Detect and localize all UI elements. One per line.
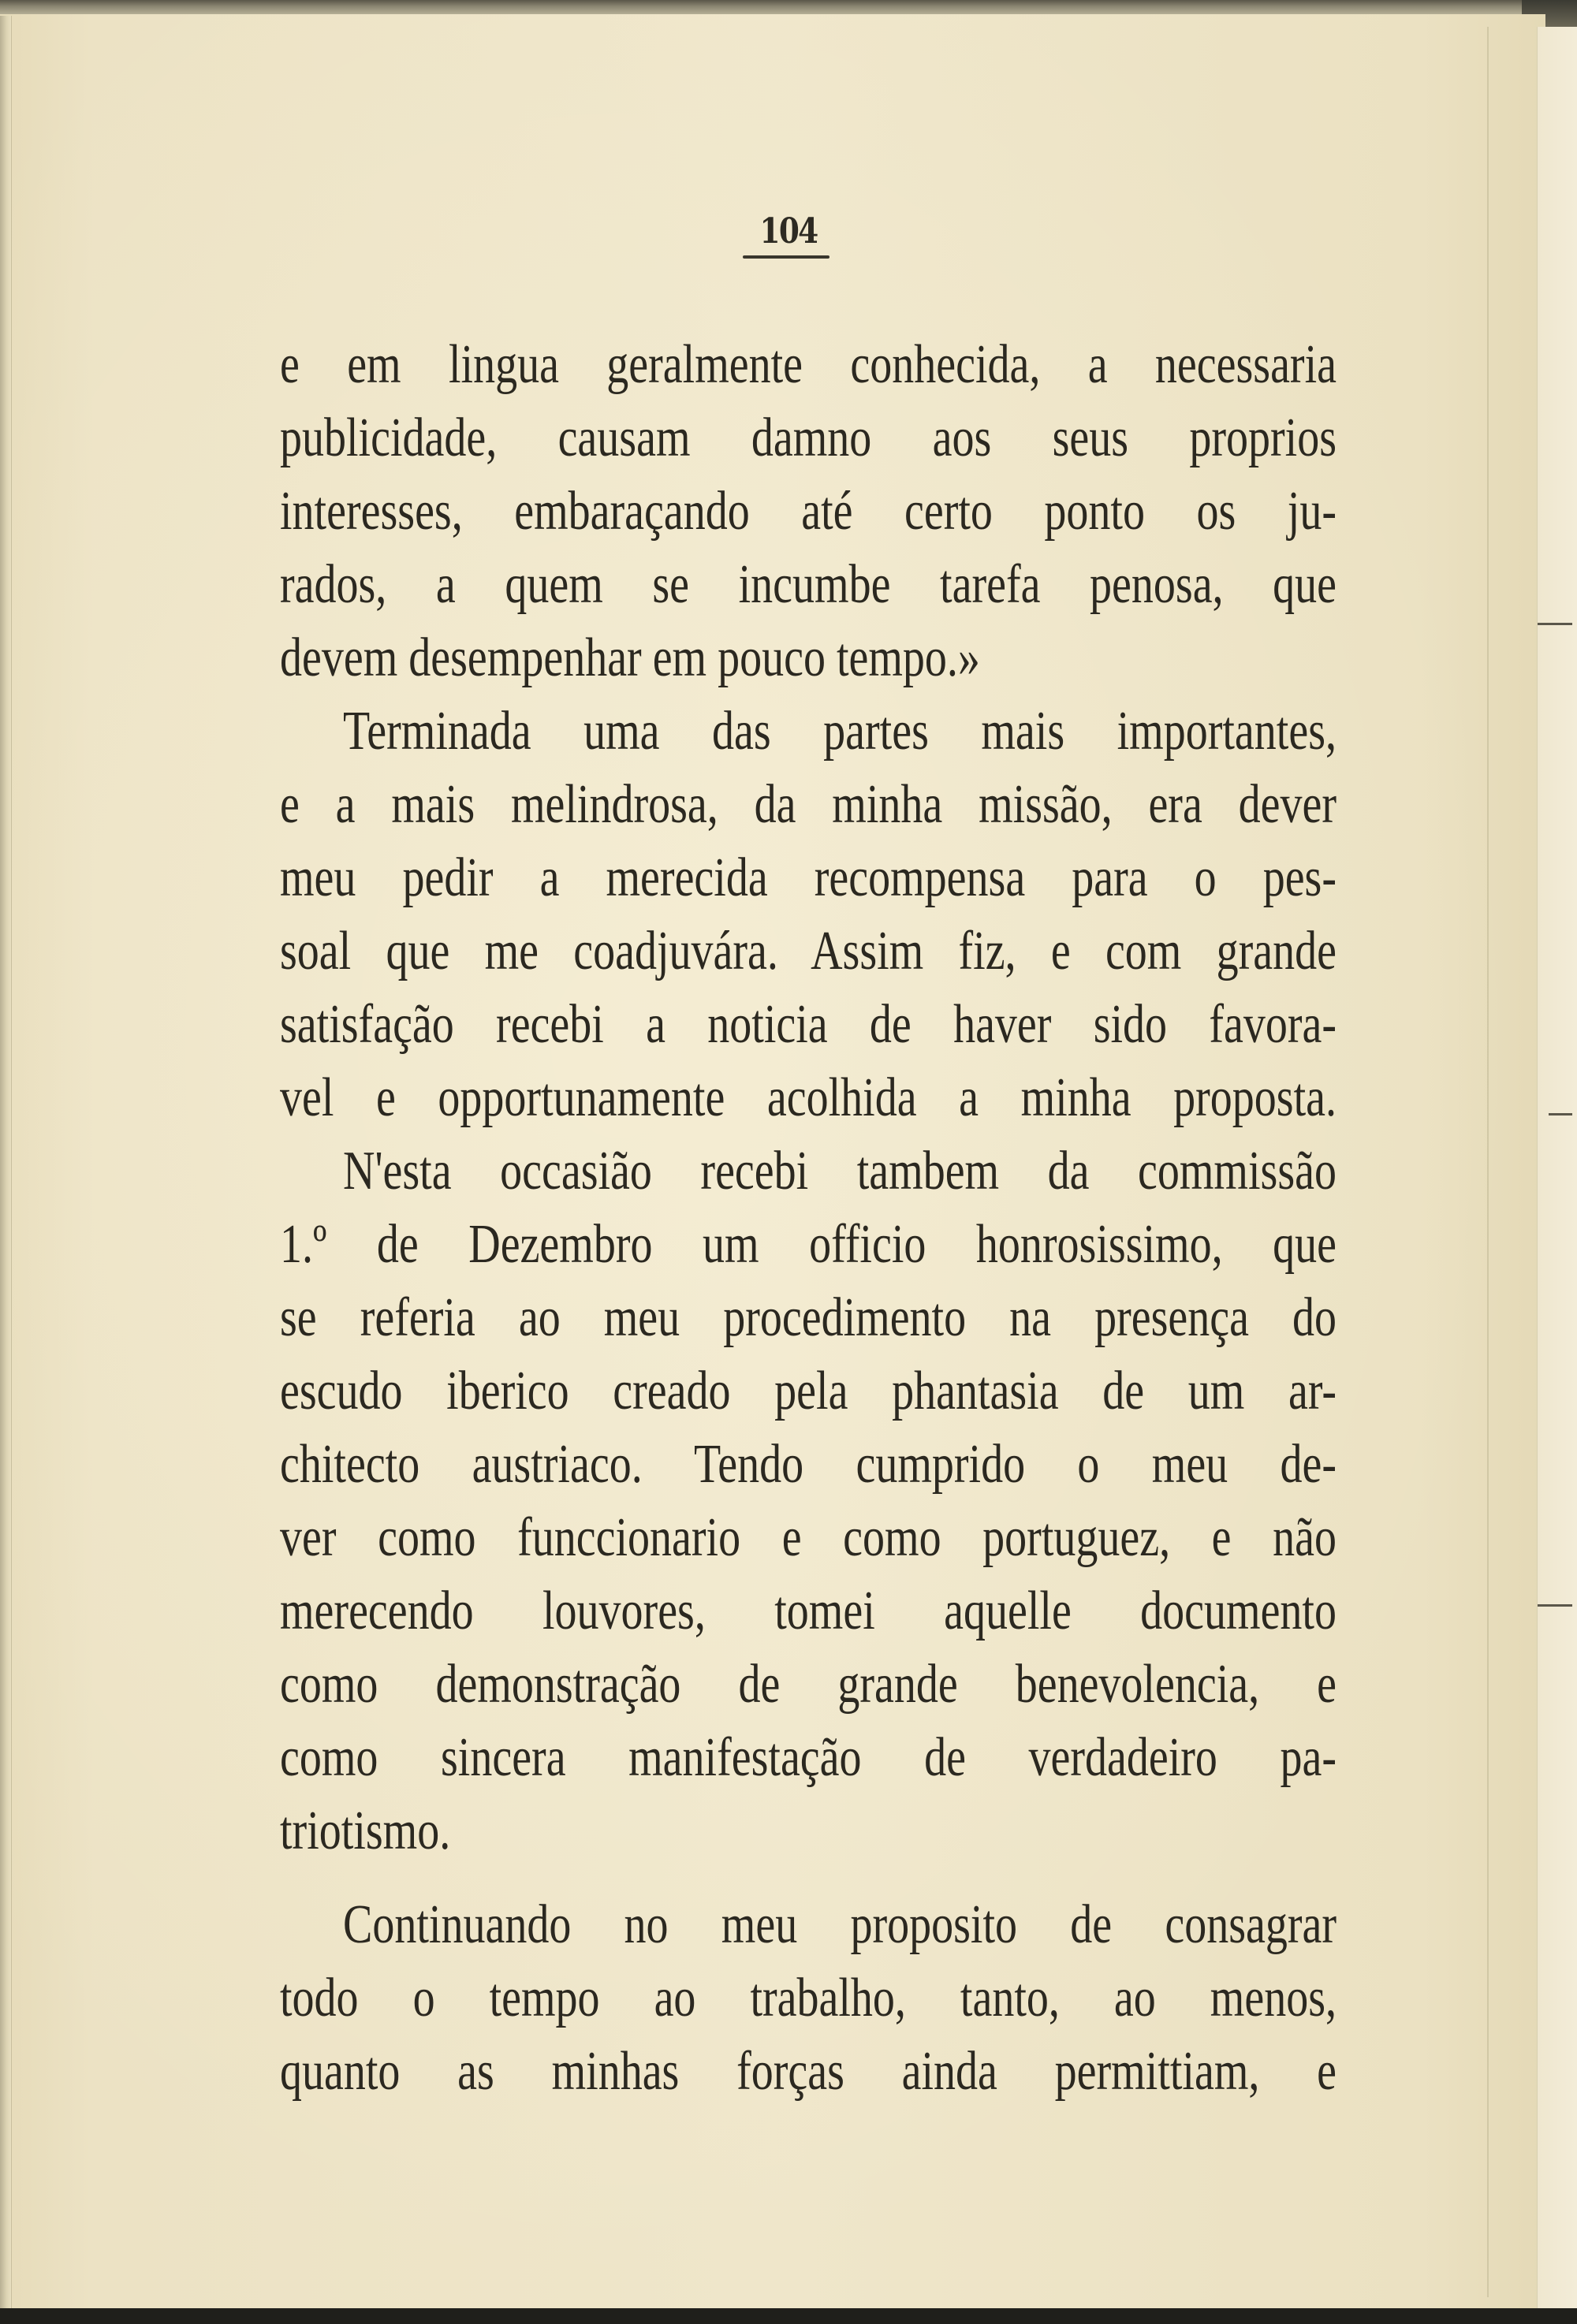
- text-line: quanto as minhas forças ainda permittiam, e: [280, 2041, 1337, 2102]
- page-number: 104: [759, 211, 818, 251]
- text-line: satisfação recebi a noticia de haver sido favora-: [280, 994, 1337, 1055]
- paragraph: [280, 328, 1337, 695]
- paragraph: [280, 1888, 1337, 2108]
- text-line: escudo iberico creado pela phantasia de um ar-: [280, 1361, 1337, 1421]
- text-line: meu pedir a merecida recompensa para o pes-: [280, 847, 1337, 908]
- text-line: todo o tempo ao trabalho, tanto, ao menos,: [280, 1968, 1337, 2028]
- text-line: e a mais melindrosa, da minha missão, era dever: [280, 774, 1337, 835]
- book-left-edge: [0, 16, 12, 2310]
- margin-mark: [1538, 1604, 1572, 1607]
- margin-mark: [1549, 1113, 1572, 1115]
- page-crease: [1487, 27, 1489, 2297]
- text-line: como demonstração de grande benevolencia, e: [280, 1654, 1337, 1715]
- text-line: Terminada uma das partes mais importantes,: [343, 701, 1337, 762]
- paragraph: [280, 695, 1337, 1134]
- text-line: como sincera manifestação de verdadeiro pa-: [280, 1727, 1337, 1788]
- text-line: soal que me coadjuvára. Assim fiz, e com grande: [280, 921, 1337, 981]
- paragraph: [280, 1134, 1337, 1868]
- book-page: [0, 14, 1545, 2315]
- text-line: interesses, embaraçando até certo ponto os ju-: [280, 481, 1337, 542]
- text-line: 1.º de Dezembro um officio honrosissimo, que: [280, 1214, 1337, 1275]
- text-line: publicidade, causam damno aos seus proprios: [280, 408, 1337, 468]
- text-line: ver como funccionario e como portuguez, e não: [280, 1507, 1337, 1568]
- book-bottom-edge: [0, 2308, 1577, 2324]
- book-top-edge: [0, 0, 1577, 16]
- text-line: merecendo louvores, tomei aquelle documento: [280, 1581, 1337, 1641]
- paragraph-gap: [280, 1868, 1337, 1888]
- adjacent-page-edge: [1537, 27, 1577, 2310]
- text-line: devem desempenhar em pouco tempo.»: [280, 628, 980, 688]
- text-line: Continuando no meu proposito de consagrar: [343, 1894, 1337, 1955]
- text-line: vel e opportunamente acolhida a minha proposta.: [280, 1067, 1337, 1128]
- text-line: se referia ao meu procedimento na presença do: [280, 1287, 1337, 1348]
- text-line: N'esta occasião recebi tambem da commissão: [343, 1141, 1337, 1201]
- text-line: e em lingua geralmente conhecida, a necessaria: [280, 334, 1337, 395]
- body-text: [280, 328, 1337, 2108]
- text-line: chitecto austriaco. Tendo cumprido o meu de-: [280, 1434, 1337, 1495]
- header-rule: [743, 255, 830, 259]
- margin-mark: [1538, 623, 1572, 625]
- text-line: rados, a quem se incumbe tarefa penosa, que: [280, 554, 1337, 615]
- text-line: triotismo.: [280, 1801, 451, 1861]
